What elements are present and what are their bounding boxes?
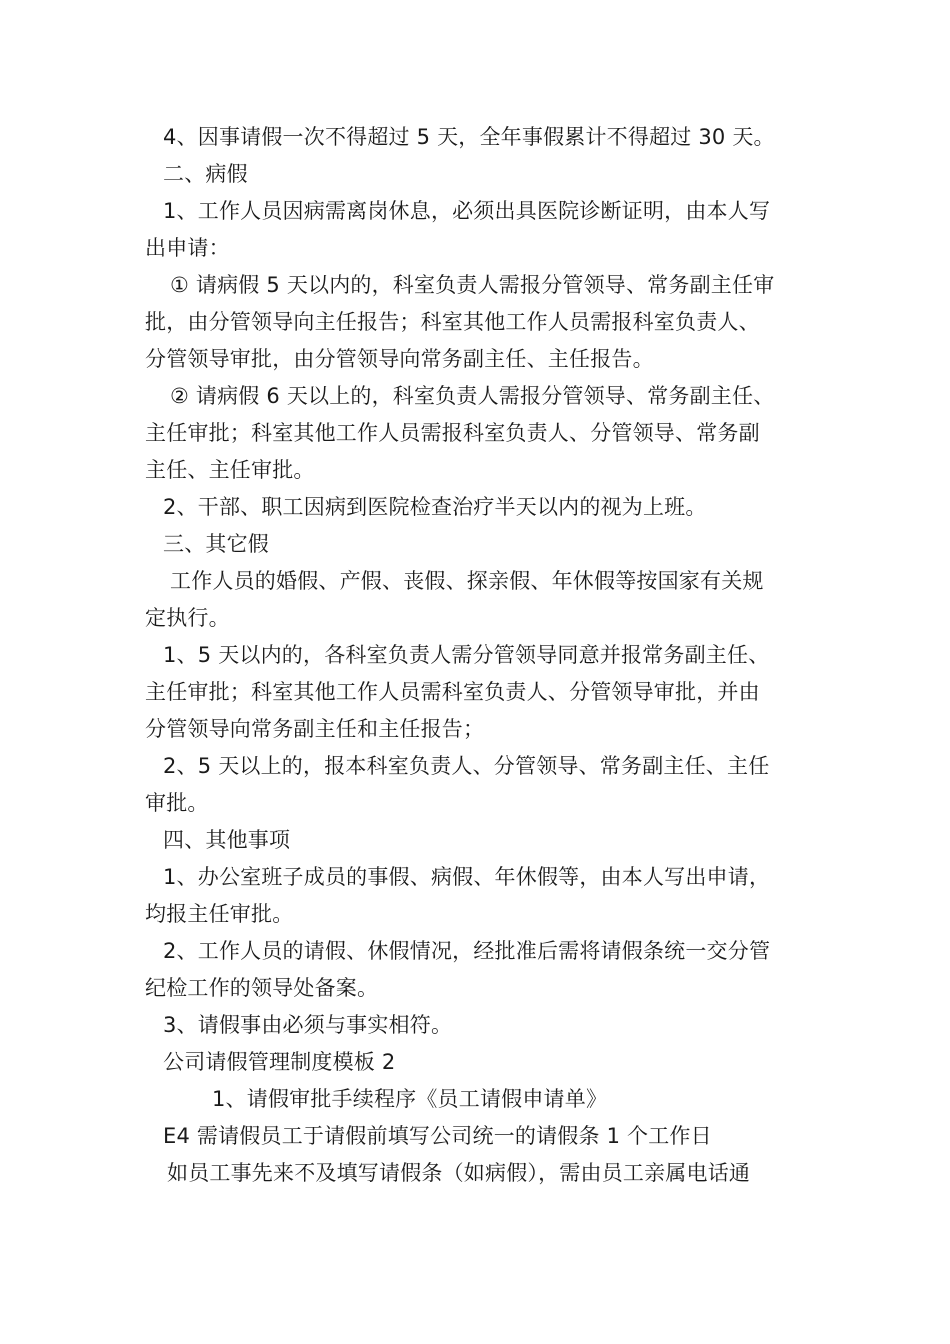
text-line: 1、办公室班子成员的事假、病假、年休假等，由本人写出申请， bbox=[163, 865, 771, 889]
text-line: 4、因事请假一次不得超过 5 天，全年事假累计不得超过 30 天。 bbox=[163, 125, 775, 149]
text-line: 2、工作人员的请假、休假情况，经批准后需将请假条统一交分管 bbox=[163, 939, 771, 963]
text-line: 分管领导向常务副主任和主任报告； bbox=[145, 717, 485, 741]
text-line: 1、5 天以内的，各科室负责人需分管领导同意并报常务副主任、 bbox=[163, 643, 770, 667]
text-line: 纪检工作的领导处备案。 bbox=[145, 976, 379, 1000]
text-line: 分管领导审批，由分管领导向常务副主任、主任报告。 bbox=[145, 347, 654, 371]
section-heading-other-leave: 三、其它假 bbox=[163, 532, 269, 556]
text-line: 1、请假审批手续程序《员工请假申请单》 bbox=[212, 1087, 608, 1111]
section-heading-sick-leave: 二、病假 bbox=[163, 162, 248, 186]
text-line: E4 需请假员工于请假前填写公司统一的请假条 1 个工作日 bbox=[163, 1124, 712, 1148]
text-line: 2、5 天以上的，报本科室负责人、分管领导、常务副主任、主任 bbox=[163, 754, 770, 778]
text-line: 批，由分管领导向主任报告；科室其他工作人员需报科室负责人、 bbox=[145, 310, 760, 334]
template-title: 公司请假管理制度模板 2 bbox=[163, 1050, 396, 1074]
text-line: 定执行。 bbox=[145, 606, 230, 630]
text-line: ① 请病假 5 天以内的，科室负责人需报分管领导、常务副主任审 bbox=[170, 273, 775, 297]
text-line: 均报主任审批。 bbox=[145, 902, 294, 926]
text-line: 工作人员的婚假、产假、丧假、探亲假、年休假等按国家有关规 bbox=[170, 569, 764, 593]
text-line: 如员工事先来不及填写请假条（如病假），需由员工亲属电话通 bbox=[167, 1161, 751, 1185]
section-heading-other-matters: 四、其他事项 bbox=[163, 828, 291, 852]
text-line: 1、工作人员因病需离岗休息，必须出具医院诊断证明，由本人写 bbox=[163, 199, 771, 223]
text-line: 主任审批；科室其他工作人员需科室负责人、分管领导审批，并由 bbox=[145, 680, 760, 704]
text-line: 2、干部、职工因病到医院检查治疗半天以内的视为上班。 bbox=[163, 495, 707, 519]
text-line: 3、请假事由必须与事实相符。 bbox=[163, 1013, 453, 1037]
text-line: 主任、主任审批。 bbox=[145, 458, 315, 482]
text-line: 主任审批；科室其他工作人员需报科室负责人、分管领导、常务副 bbox=[145, 421, 760, 445]
text-line: ② 请病假 6 天以上的，科室负责人需报分管领导、常务副主任、 bbox=[170, 384, 775, 408]
text-line: 出申请： bbox=[145, 236, 230, 260]
text-line: 审批。 bbox=[145, 791, 209, 815]
